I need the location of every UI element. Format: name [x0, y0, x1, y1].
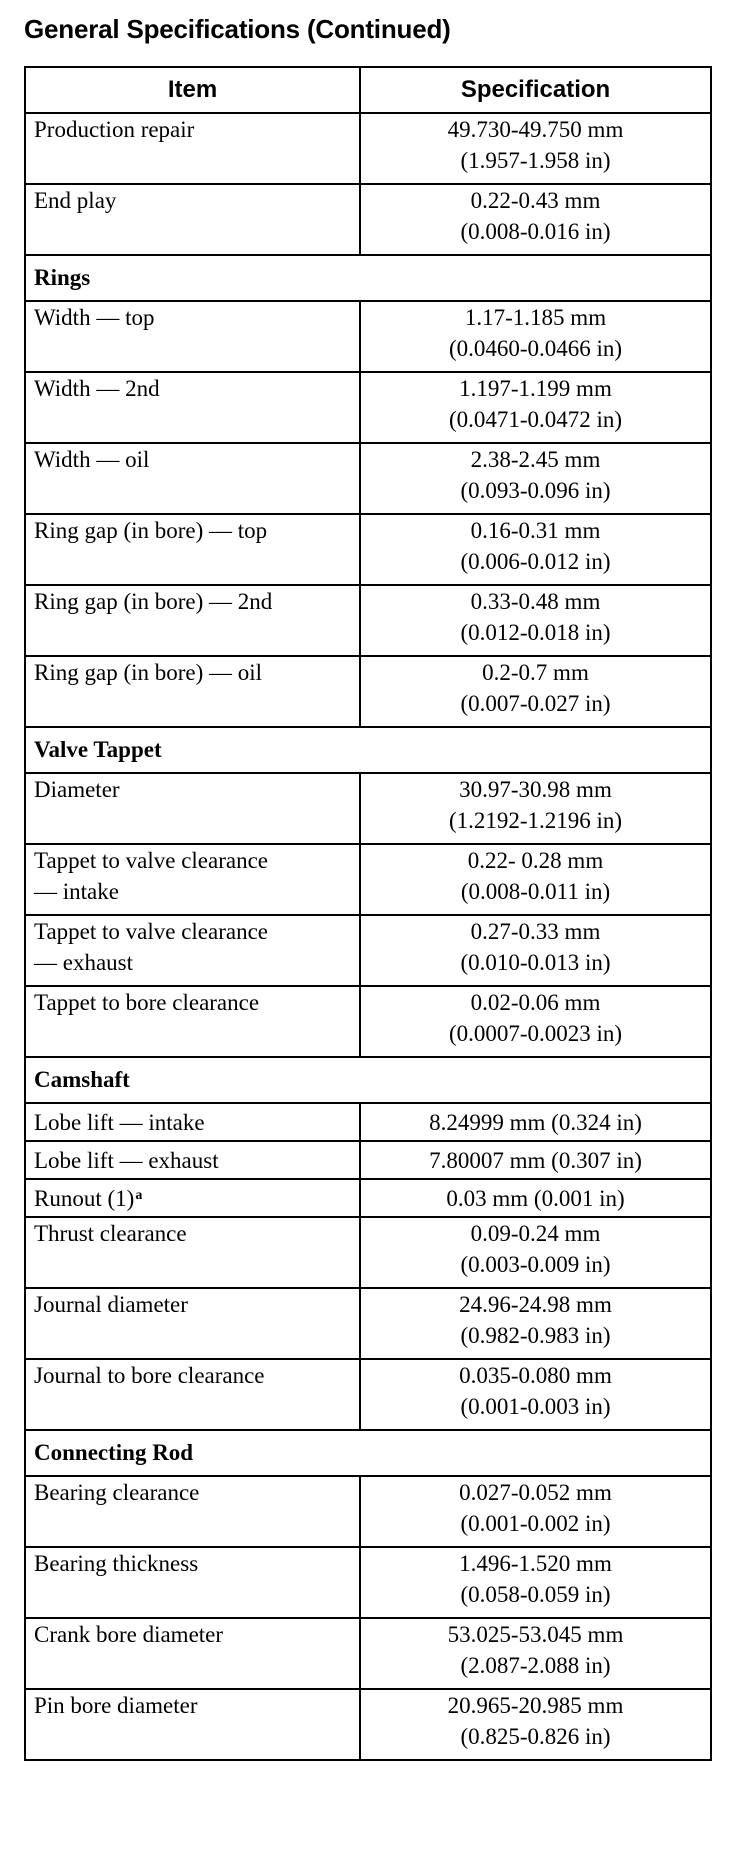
page-title: General Specifications (Continued) — [24, 14, 451, 44]
section-header: Rings — [25, 255, 711, 301]
table-row — [25, 301, 711, 372]
specification-metric: 0.22-0.43 mm — [470, 188, 601, 213]
specification-metric: 1.17-1.185 mm — [464, 305, 607, 330]
specification-metric: 1.496-1.520 mm — [459, 1551, 612, 1576]
table-header-row — [25, 67, 711, 113]
item-text — [34, 774, 351, 805]
specification-imperial: (2.087-2.088 in) — [460, 1653, 611, 1678]
specifications-table — [24, 66, 712, 1761]
item-label: Bearing thickness — [34, 1551, 199, 1576]
item-label: Ring gap (in bore) — oil — [34, 660, 263, 685]
specification-imperial: (1.957-1.958 in) — [460, 148, 611, 173]
item-text — [34, 302, 351, 333]
item-text — [34, 373, 351, 404]
specification-metric: 0.16-0.31 mm — [470, 518, 601, 543]
item-text — [34, 1477, 351, 1508]
table-row — [25, 1217, 711, 1288]
item-label: — exhaust — [34, 950, 134, 975]
item-cell — [25, 1618, 360, 1689]
item-label: Width — top — [34, 305, 155, 330]
item-text — [34, 1690, 351, 1721]
specification-imperial: (0.0471-0.0472 in) — [448, 407, 623, 432]
item-text — [34, 1218, 351, 1249]
item-text — [34, 114, 351, 145]
specification-imperial: (0.058-0.059 in) — [460, 1582, 611, 1607]
table-row — [25, 844, 711, 915]
table-row — [25, 1359, 711, 1430]
item-label: Lobe lift — exhaust — [34, 1147, 219, 1173]
item-text — [34, 1107, 351, 1138]
specification-metric: 8.24999 mm (0.324 in) — [429, 1109, 642, 1135]
item-cell — [25, 1217, 360, 1288]
item-cell — [25, 301, 360, 372]
item-text — [34, 586, 351, 617]
section-header-row — [25, 255, 711, 301]
specification-cell — [360, 986, 711, 1057]
item-cell — [25, 1547, 360, 1618]
table-row — [25, 443, 711, 514]
item-label: Bearing clearance — [34, 1480, 200, 1505]
item-cell — [25, 1141, 360, 1179]
specification-metric: 49.730-49.750 mm — [447, 117, 624, 142]
specification-imperial: (0.001-0.002 in) — [460, 1511, 611, 1536]
specification-metric: 30.97-30.98 mm — [459, 777, 612, 802]
specification-metric: 0.02-0.06 mm — [470, 990, 601, 1015]
item-cell — [25, 585, 360, 656]
table-row — [25, 915, 711, 986]
item-text — [34, 1360, 351, 1391]
item-label: Journal diameter — [34, 1292, 188, 1317]
specification-cell — [360, 585, 711, 656]
specification-cell — [360, 514, 711, 585]
specification-cell — [360, 1689, 711, 1760]
specification-cell — [360, 184, 711, 255]
table-row — [25, 1618, 711, 1689]
item-label: Ring gap (in bore) — 2nd — [34, 589, 273, 614]
item-label: End play — [34, 188, 117, 213]
specification-cell — [360, 1288, 711, 1359]
table-row — [25, 1141, 711, 1179]
table-row — [25, 1547, 711, 1618]
item-label: — intake — [34, 879, 119, 904]
specification-cell — [360, 113, 711, 184]
specification-cell — [360, 1476, 711, 1547]
item-label: Width — oil — [34, 447, 150, 472]
item-cell — [25, 656, 360, 727]
item-cell — [25, 1288, 360, 1359]
item-label: Thrust clearance — [34, 1221, 187, 1246]
specification-cell — [360, 1359, 711, 1430]
specification-metric: 0.035-0.080 mm — [459, 1363, 612, 1388]
section-header-row — [25, 1057, 711, 1103]
item-text — [34, 1619, 351, 1650]
item-label: Diameter — [34, 777, 120, 802]
item-label: Crank bore diameter — [34, 1622, 224, 1647]
specification-metric: 0.027-0.052 mm — [459, 1480, 612, 1505]
item-label: Journal to bore clearance — [34, 1363, 265, 1388]
specification-cell — [360, 773, 711, 844]
item-cell — [25, 443, 360, 514]
footnote-marker: a — [135, 1187, 143, 1203]
item-label: Width — 2nd — [34, 376, 160, 401]
item-text — [34, 1145, 351, 1176]
table-row — [25, 1476, 711, 1547]
specification-imperial: (0.093-0.096 in) — [460, 478, 611, 503]
item-text — [34, 444, 351, 475]
specification-cell — [360, 1547, 711, 1618]
item-cell — [25, 372, 360, 443]
specification-cell — [360, 656, 711, 727]
specification-cell — [360, 844, 711, 915]
table-row — [25, 372, 711, 443]
item-label: Lobe lift — intake — [34, 1109, 205, 1135]
specification-cell — [360, 915, 711, 986]
item-text — [34, 1289, 351, 1320]
item-cell — [25, 986, 360, 1057]
section-header: Camshaft — [25, 1057, 711, 1103]
item-text — [34, 1183, 351, 1214]
item-cell — [25, 1179, 360, 1217]
item-cell — [25, 915, 360, 986]
section-header: Valve Tappet — [25, 727, 711, 773]
specification-cell — [360, 372, 711, 443]
specification-metric: 0.2-0.7 mm — [482, 660, 589, 685]
item-cell — [25, 773, 360, 844]
specification-metric: 20.965-20.985 mm — [447, 1693, 624, 1718]
specification-imperial: (1.2192-1.2196 in) — [448, 808, 623, 833]
specification-imperial: (0.0007-0.0023 in) — [448, 1021, 623, 1046]
specification-imperial: (0.010-0.013 in) — [460, 950, 611, 975]
item-label: Tappet to valve clearance — [34, 919, 268, 944]
specification-cell — [360, 1103, 711, 1141]
specification-imperial: (0.001-0.003 in) — [460, 1394, 611, 1419]
item-text — [34, 947, 351, 978]
item-cell — [25, 844, 360, 915]
specification-metric: 24.96-24.98 mm — [459, 1292, 612, 1317]
item-cell — [25, 184, 360, 255]
specification-metric: 0.33-0.48 mm — [470, 589, 601, 614]
table-row — [25, 986, 711, 1057]
specification-imperial: (0.008-0.011 in) — [460, 879, 611, 904]
table-row — [25, 1689, 711, 1760]
item-label: Tappet to valve clearance — [34, 848, 268, 873]
item-text — [34, 657, 351, 688]
item-cell — [25, 1103, 360, 1141]
specification-metric: 0.09-0.24 mm — [470, 1221, 601, 1246]
specification-imperial: (0.0460-0.0466 in) — [448, 336, 623, 361]
item-cell — [25, 1359, 360, 1430]
specification-cell — [360, 301, 711, 372]
item-cell — [25, 113, 360, 184]
specification-metric: 1.197-1.199 mm — [459, 376, 612, 401]
column-header-item: Item — [25, 67, 360, 113]
item-cell — [25, 1476, 360, 1547]
specification-cell — [360, 1141, 711, 1179]
specification-imperial: (0.825-0.826 in) — [460, 1724, 611, 1749]
table-row — [25, 184, 711, 255]
table-row — [25, 773, 711, 844]
section-header: Connecting Rod — [25, 1430, 711, 1476]
table-row — [25, 1288, 711, 1359]
table-row — [25, 1179, 711, 1217]
section-header-row — [25, 1430, 711, 1476]
section-header-row — [25, 727, 711, 773]
specification-cell — [360, 443, 711, 514]
specification-cell — [360, 1618, 711, 1689]
table-row — [25, 113, 711, 184]
item-label: Runout (1) — [34, 1185, 135, 1211]
specification-imperial: (0.007-0.027 in) — [460, 691, 611, 716]
item-label: Ring gap (in bore) — top — [34, 518, 268, 543]
item-text — [34, 987, 351, 1018]
specification-imperial: (0.012-0.018 in) — [460, 620, 611, 645]
specification-metric: 7.80007 mm (0.307 in) — [429, 1147, 642, 1173]
specification-imperial: (0.982-0.983 in) — [460, 1323, 611, 1348]
column-header-specification: Specification — [360, 67, 711, 113]
specification-metric: 2.38-2.45 mm — [470, 447, 601, 472]
item-cell — [25, 1689, 360, 1760]
table-row — [25, 1103, 711, 1141]
specification-metric: 53.025-53.045 mm — [447, 1622, 624, 1647]
item-text — [34, 185, 351, 216]
specification-imperial: (0.008-0.016 in) — [460, 219, 611, 244]
item-label: Tappet to bore clearance — [34, 990, 260, 1015]
item-text — [34, 515, 351, 546]
specification-metric: 0.22- 0.28 mm — [467, 848, 604, 873]
table-body — [25, 113, 711, 1760]
specification-cell — [360, 1179, 711, 1217]
table-row — [25, 585, 711, 656]
item-text — [34, 845, 351, 876]
item-label: Production repair — [34, 117, 195, 142]
table-row — [25, 656, 711, 727]
specification-metric: 0.27-0.33 mm — [470, 919, 601, 944]
item-text — [34, 1548, 351, 1579]
specification-imperial: (0.003-0.009 in) — [460, 1252, 611, 1277]
specification-metric: 0.03 mm (0.001 in) — [446, 1185, 625, 1211]
item-text — [34, 876, 351, 907]
specification-cell — [360, 1217, 711, 1288]
table-row — [25, 514, 711, 585]
item-label: Pin bore diameter — [34, 1693, 198, 1718]
specification-imperial: (0.006-0.012 in) — [460, 549, 611, 574]
item-text — [34, 916, 351, 947]
item-cell — [25, 514, 360, 585]
